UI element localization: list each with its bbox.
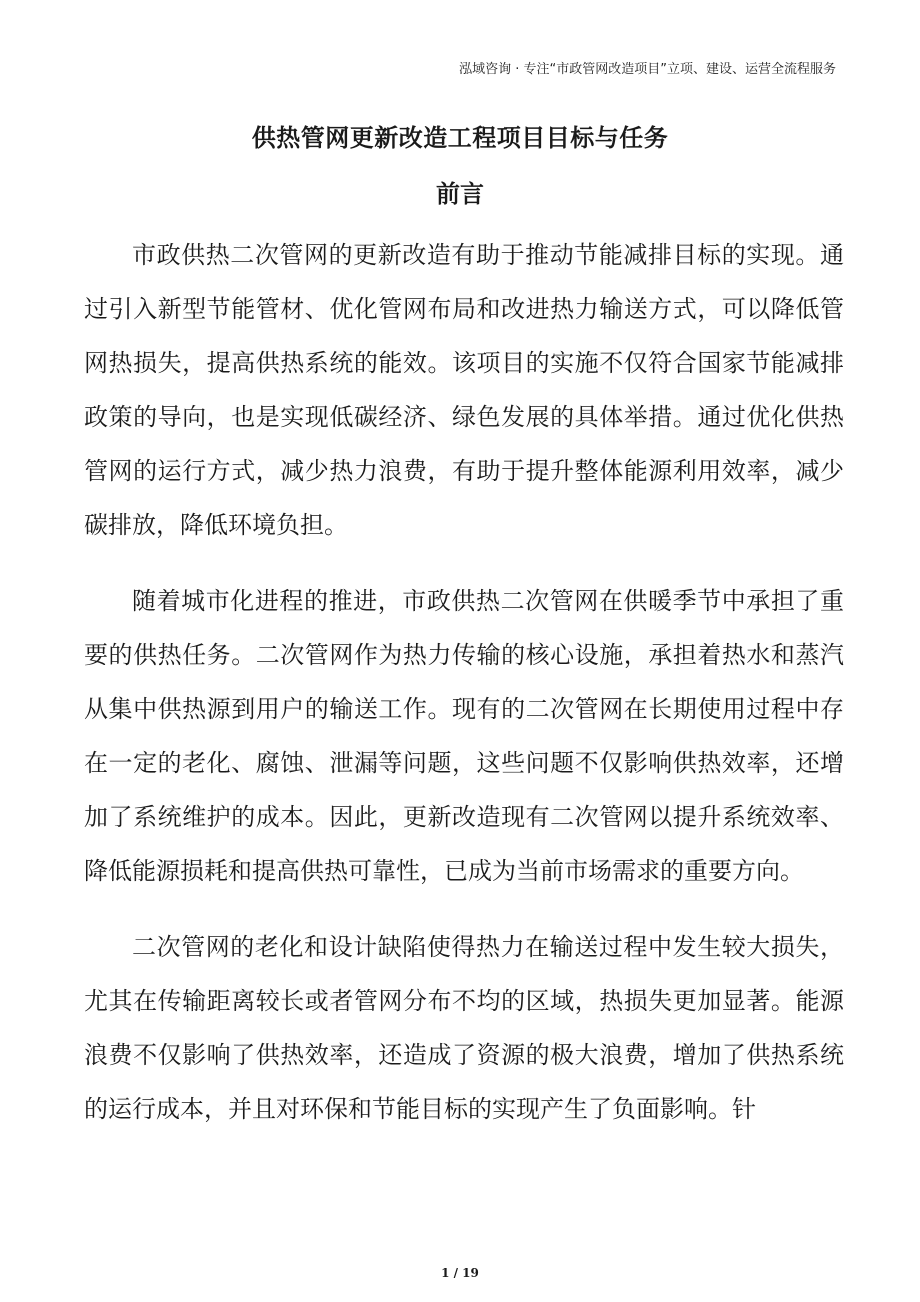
- document-body: [84, 228, 844, 1158]
- paragraph-3: 二次管网的老化和设计缺陷使得热力在输送过程中发生较大损失，尤其在传输距离较长或者管网分布不均的区域，热损失更加显著。能源浪费不仅影响了供热效率，还造成了资源的极大浪费，增加了供热系统的运行成本，并且对环保和节能目标的实现产生了负面影响。针: [84, 933, 844, 1123]
- paragraph-1: 市政供热二次管网的更新改造有助于推动节能减排目标的实现。通过引入新型节能管材、优化管网布局和改进热力输送方式，可以降低管网热损失，提高供热系统的能效。该项目的实施不仅符合国家节能减排政策的导向，也是实现低碳经济、绿色发展的具体举措。通过优化供热管网的运行方式，减少热力浪费，有助于提升整体能源利用效率，减少碳排放，降低环境负担。: [84, 241, 844, 539]
- paragraph-2: 随着城市化进程的推进，市政供热二次管网在供暖季节中承担了重要的供热任务。二次管网作为热力传输的核心设施，承担着热水和蒸汽从集中供热源到用户的输送工作。现有的二次管网在长期使用过程中存在一定的老化、腐蚀、泄漏等问题，这些问题不仅影响供热效率，还增加了系统维护的成本。因此，更新改造现有二次管网以提升系统效率、降低能源损耗和提高供热可靠性，已成为当前市场需求的重要方向。: [84, 587, 844, 885]
- document-title: 供热管网更新改造工程项目目标与任务: [251, 124, 669, 152]
- section-heading: 前言: [436, 180, 484, 208]
- header-note: 泓域咨询 · 专注“市政管网改造项目”立项、建设、运营全流程服务: [459, 62, 836, 77]
- page-number: 1 / 19: [441, 1266, 479, 1280]
